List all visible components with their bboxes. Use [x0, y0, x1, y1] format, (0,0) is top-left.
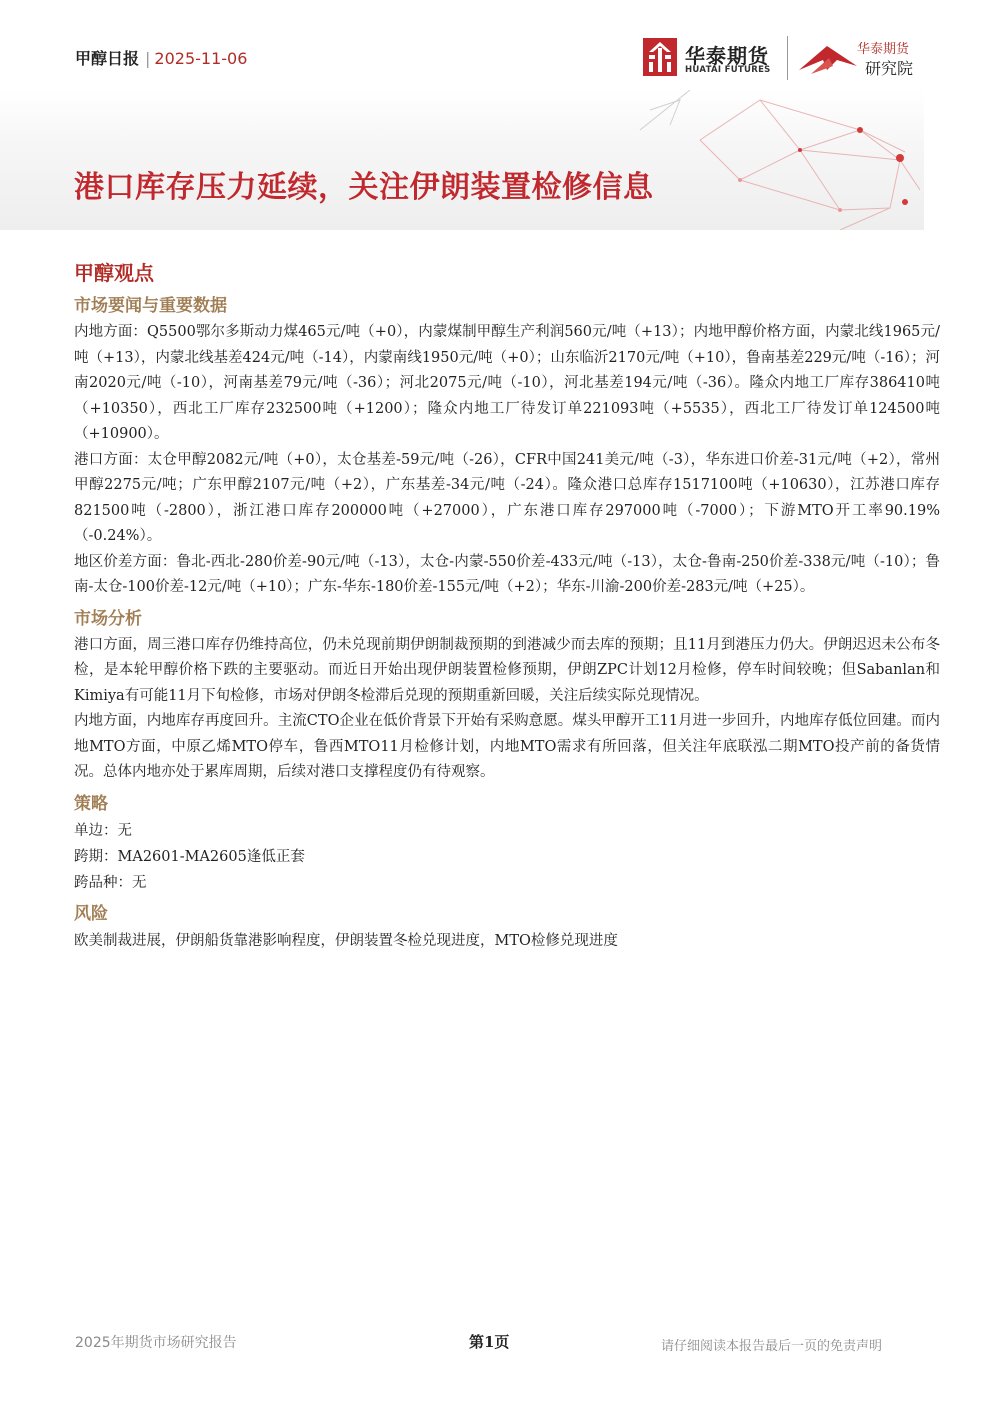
institute-name-top: 华泰期货 [857, 42, 910, 57]
header-separator: | [145, 49, 151, 68]
market-analysis-heading: 市场分析 [74, 608, 142, 629]
market-analysis-port: 港口方面，周三港口库存仍维持高位，仍未兑现前期伊朗制裁预期的到港减少而去库的预期；且11月到港压力仍大。伊朗迟迟未公布冬检，是本轮甲醇价格下跌的主要驱动。而近日开始出现伊朗装置检修预期，伊朗ZPC计划12月检修，停车时间较晚；但Sabanlan和Kimiya有可能11月下旬检修，市场对伊朗冬检滞后兑现的预期重新回暖，关注后续实际兑现情况。 [74, 636, 940, 704]
title-banner [0, 90, 992, 230]
research-institute-icon [797, 40, 859, 78]
logo-divider [787, 36, 788, 80]
disclaimer-note: 请仔细阅读本报告最后一页的免责声明 [661, 1339, 883, 1354]
strategy-calendar: 跨期：MA2601-MA2605逢低正套 [74, 848, 305, 865]
doc-type-label: 甲醇日报 [75, 49, 140, 68]
report-header [75, 46, 247, 69]
page-number: 第1页 [469, 1333, 510, 1351]
company-name-en: HUATAI FUTURES [685, 65, 771, 75]
risk-heading: 风险 [74, 903, 108, 924]
institute-name-bottom: 研究院 [865, 59, 914, 78]
report-body [74, 258, 940, 954]
market-news-port: 港口方面：太仓甲醇2082元/吨（+0），太仓基差-59元/吨（-26），CFR中国241美元/吨（-3），华东进口价差-31元/吨（+2），常州甲醇2275元/吨；广东甲醇2107元/吨（+2），广东基差-34元/吨（-24）。隆众港口总库存1517100吨（+10630），江苏港口库存821500吨（-2800），浙江港口库存200000吨（+27000），广东港口库存297000吨（-7000）；下游MTO开工率90.19%（-0.24%）。 [74, 451, 940, 544]
market-news-spread: 地区价差方面：鲁北-西北-280价差-90元/吨（-13），太仓-内蒙-550价差-433元/吨（-13），太仓-鲁南-250价差-338元/吨（-10）；鲁南-太仓-100价差-12元/吨（+10）；广东-华东-180价差-155元/吨（+2）；华东-川渝-200价差-283元/吨（+25）。 [74, 553, 940, 595]
report-date: 2025-11-06 [154, 49, 248, 68]
company-name-cn: 华泰期货 [685, 44, 769, 68]
strategy-single-side: 单边：无 [74, 822, 132, 839]
strategy-heading: 策略 [74, 793, 108, 814]
market-news-heading: 市场要闻与重要数据 [74, 296, 227, 316]
market-news-inland: 内地方面：Q5500鄂尔多斯动力煤465元/吨（+0），内蒙煤制甲醇生产利润560元/吨（+13）；内地甲醇价格方面，内蒙北线1965元/吨（+13），内蒙北线基差424元/吨（-14），内蒙南线1950元/吨（+0）；山东临沂2170元/吨（+10），鲁南基差229元/吨（-16）；河南2020元/吨（-10），河南基差79元/吨（-36）；河北2075元/吨（-10），河北基差194元/吨（-36）。隆众内地工厂库存386410吨（+10350），西北工厂库存232500吨（+1200）；隆众内地工厂待发订单221093吨（+5535），西北工厂待发订单124500吨（+10900）。 [74, 324, 940, 442]
huatai-logo-icon [643, 38, 677, 76]
market-analysis-inland: 内地方面，内地库存再度回升。主流CTO企业在低价背景下开始有采购意愿。煤头甲醇开工11月进一步回升，内地库存低位回建。而内地MTO方面，中原乙烯MTO停车，鲁西MTO11月检修计划，内地MTO需求有所回落，但关注年底联泓二期MTO投产前的备货情况。总体内地亦处于累库周期，后续对港口支撑程度仍有待观察。 [74, 713, 940, 780]
risk-text: 欧美制裁进展，伊朗船货靠港影响程度，伊朗装置冬检兑现进度，MTO检修兑现进度 [74, 932, 618, 949]
network-graphic [560, 90, 940, 230]
strategy-cross-product: 跨品种：无 [74, 874, 147, 891]
page-title: 港口库存压力延续，关注伊朗装置检修信息 [74, 170, 654, 205]
huatai-logo [643, 38, 793, 78]
section-title: 甲醇观点 [74, 261, 154, 285]
footer-report-name: 2025年期货市场研究报告 [75, 1335, 237, 1351]
